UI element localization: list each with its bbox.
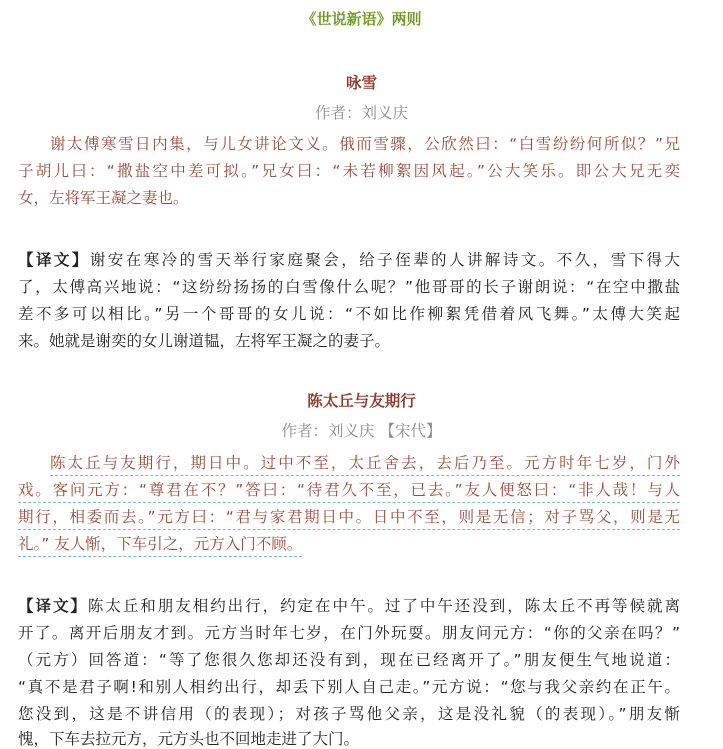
story2-translation-line: 愧，下车去拉元方，元方头也不回地走进了大门。	[18, 730, 360, 748]
story2-original-line: 戏。客问元方：“尊君在不？”答曰：“待君久不至，已去。”友人便怒曰：“非人哉！与人	[18, 478, 680, 503]
story1-translation-line: 了，太傅高兴地说：“这纷纷扬扬的白雪像什么呢？”他哥哥的长子谢朗说：“在空中撒盐	[18, 278, 680, 296]
story1-author: 作者：刘义庆	[314, 104, 408, 122]
story2-translation-line: 您没到，这是不讲信用（的表现）；对孩子骂他父亲，这是没礼貌（的表现）。”朋友惭	[18, 705, 680, 723]
story1-translation-line: 差不多可以相比。”另一个哥哥的女儿说：“不如比作柳絮凭借着风飞舞。”太傅大笑起	[18, 305, 680, 323]
story2-original-line: 陈太丘与友期行，期日中。过中不至，太丘舍去，去后乃至。元方时年七岁，门外	[50, 451, 680, 476]
story2-translation-line: “真不是君子啊!和别人相约出行，却丢下别人自己走。”元方说：“您与我父亲约在正午。	[18, 678, 680, 696]
story1-original-line: 女，左将军王凝之妻也。	[18, 189, 189, 207]
story2-title: 陈太丘与友期行	[307, 392, 416, 410]
page-heading: 《世说新语》两则	[301, 10, 422, 28]
story2-translation-label: 【译文】	[18, 597, 88, 615]
story1-translation-text: 谢安在寒冷的雪天举行家庭聚会，给子侄辈的人讲解诗文。不久，雪下得大	[89, 251, 680, 269]
story1-original-line: 子胡儿曰：“撒盐空中差可拟。”兄女曰：“未若柳絮因风起。”公大笑乐。即公大兄无奕	[18, 162, 680, 180]
story2-original-line: 期行，相委而去。”元方曰：“君与家君期日中。日中不至，则是无信；对子骂父，则是无	[18, 505, 680, 530]
story2-author: 作者：刘义庆 【宋代】	[281, 422, 442, 440]
story1-translation-line: 来。她就是谢奕的女儿谢道韫，左将军王凝之的妻子。	[18, 332, 391, 350]
story2-translation-line: （元方）回答道：“等了您很久您却还没有到，现在已经离开了。”朋友便生气地说道：	[18, 651, 680, 669]
story1-original-line: 谢太傅寒雪日内集，与儿女讲论文义。俄而雪骤，公欣然曰：“白雪纷纷何所似？”兄	[50, 135, 680, 153]
story1-translation-line	[18, 248, 680, 270]
story1-translation-label: 【译文】	[18, 251, 90, 269]
story2-translation-line: 开了。离开后朋友才到。元方当时年七岁，在门外玩耍。朋友问元方：“你的父亲在吗？”	[18, 624, 680, 642]
story2-translation-text: 陈太丘和朋友相约出行，约定在中午。过了中午还没到，陈太丘不再等候就离	[87, 597, 680, 615]
story1-title: 咏雪	[345, 74, 377, 92]
story2-original-line: 礼。” 友人惭，下车引之，元方入门不顾。	[18, 532, 302, 557]
story2-translation-line	[18, 594, 680, 616]
